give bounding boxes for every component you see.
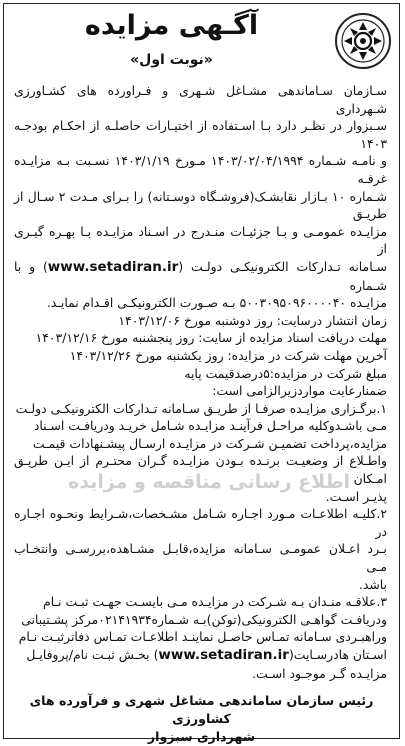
intro-line: سـبزوار در نظـر دارد بـا اسـتفاده از اختیـارات حاصلـه از احکـام بودجـه ۱۴۰۳ xyxy=(14,118,387,151)
participation-deadline: آخرین مهلت شرکت در مزایده: روز یکشنبه مورخ ۱۴۰۳/۱۲/۲۶ xyxy=(69,347,387,363)
item-3-text: اسـتان هادرسـایت( xyxy=(288,647,387,662)
item-1-line: مـی باشـدوکلیه مراحـل فرآینـد مزایـده شـامل خریـد ودریافـت اسـناد xyxy=(33,418,387,434)
item-3-line: ۳.علاقـه منـدان بـه شـرکت در مزایـده مـی بایسـت جهـت ثبـت نـام xyxy=(43,594,387,610)
requirements-note: ضمنارعایت مواردزیرالزامی است: xyxy=(212,383,387,399)
item-3-text: ) بخـش ثبـت نام/پروفایـل xyxy=(26,647,159,662)
deposit-amount: مبلغ شرکت در مزایده:۵درصدقیمت پایه xyxy=(184,365,387,381)
signature-org: شهرداری سبزوار xyxy=(147,729,256,744)
item-3-line: مزایـده گـر موجـود اسـت. xyxy=(252,665,387,681)
signature-block xyxy=(14,692,389,746)
intro-text: سـامانه تـدارکات الکترونیکـی دولـت ( xyxy=(178,258,387,274)
municipality-emblem-icon xyxy=(334,12,392,70)
intro-line: شـماره ۱۰ بـازار نقابشـک(فروشـگاه دوسـتانه) را بـرای مـدت ۲ سـال از طریـق xyxy=(14,188,387,222)
item-2-line: باشد. xyxy=(358,576,387,592)
item-1-line: پذیـر اسـت. xyxy=(325,488,387,504)
item-3-line: ودریافـت گواهـی الکترونیکی(توکن)بـه شـماره۰۲۱۴۱۹۳۴مرکز پشـتیبانی xyxy=(21,611,387,627)
signature-title: رئیس سازمان ساماندهی مشاغل شهری و فرآورده های کشاورزی xyxy=(29,693,374,726)
intro-line: و نامـه شـماره ۱۴۰۳/۰۲/۰۴/۱۹۹۴ مـورخ ۱۴۰۳/۱/۱۹ نسـبت بـه مزایـده غرفـه xyxy=(14,153,387,186)
docs-deadline: مهلت دریافت اسناد مزایده از سایت: روز پنجشنبه مورخ ۱۴۰۳/۱۲/۱۶ xyxy=(35,330,387,346)
item-1-line: واطـلاع از وضعیـت برنـده بـودن مزایـده گـران محتـرم از ایـن طریـق امـکان xyxy=(14,453,387,487)
intro-line: مزایـده عمومـی و بـا جزئیـات منـدرج در اسـناد مزایـده بـا بهـره گیـری از xyxy=(14,223,387,257)
notice-body xyxy=(4,82,399,682)
notice-title: آگـهی مزایده xyxy=(84,10,259,41)
intro-text: ) و با شـماره xyxy=(14,258,387,293)
item-1-line: مزایده،پرداخت تضمیـن شـرکت در مزایـده ارسـال پیشـنهادات قیمـت xyxy=(32,435,387,451)
item-3-line: وراهبـردی سـامانه تمـاس حاصـل نماینـد اطلاعـات تمـاس دفاترثبـت نـام xyxy=(18,629,387,645)
item-1-line: ۱.برگـزاری مزایـده صرفـا از طریـق سـامانه تـدارکات الکترونیکـی دولـت xyxy=(15,400,387,416)
notice-frame xyxy=(3,3,400,744)
intro-line xyxy=(14,258,387,294)
setadiran-link[interactable]: www.setadiran.ir xyxy=(158,647,289,663)
intro-line: سـازمان سـاماندهی مشـاغل شـهری و فـراورده های کشـاورزی شـهرداری xyxy=(14,83,387,116)
setadiran-link[interactable]: www.setadiran.ir xyxy=(47,258,179,275)
item-2-line: ۲.کلیـه اطلاعـات مـورد اجـاره شـامل مشـخصات،شـرایط ونحـوه اجـاره در xyxy=(14,506,387,539)
item-2-line: بـرد اعـلان عمومـی سـامانه مزایده،قابـل مشـاهده،بررسـی وانتخـاب مـی xyxy=(14,541,387,575)
item-3-line xyxy=(14,646,387,665)
notice-header xyxy=(4,4,399,82)
watermark-text: اطلاع رسانی مناقصه و مزایده xyxy=(68,471,350,493)
publish-date: زمان انتشار درسایت: روز دوشنبه مورخ ۱۴۰۳/۱۲/۰۶ xyxy=(118,312,387,328)
notice-subtitle: «نوبت اول» xyxy=(130,52,213,68)
intro-line: مزایـده ۵۰۰۳۰۹۵۰۹۶۰۰۰۰۴۰ بـه صـورت الکترونیکـی اقـدام نمایـد. xyxy=(46,295,387,311)
